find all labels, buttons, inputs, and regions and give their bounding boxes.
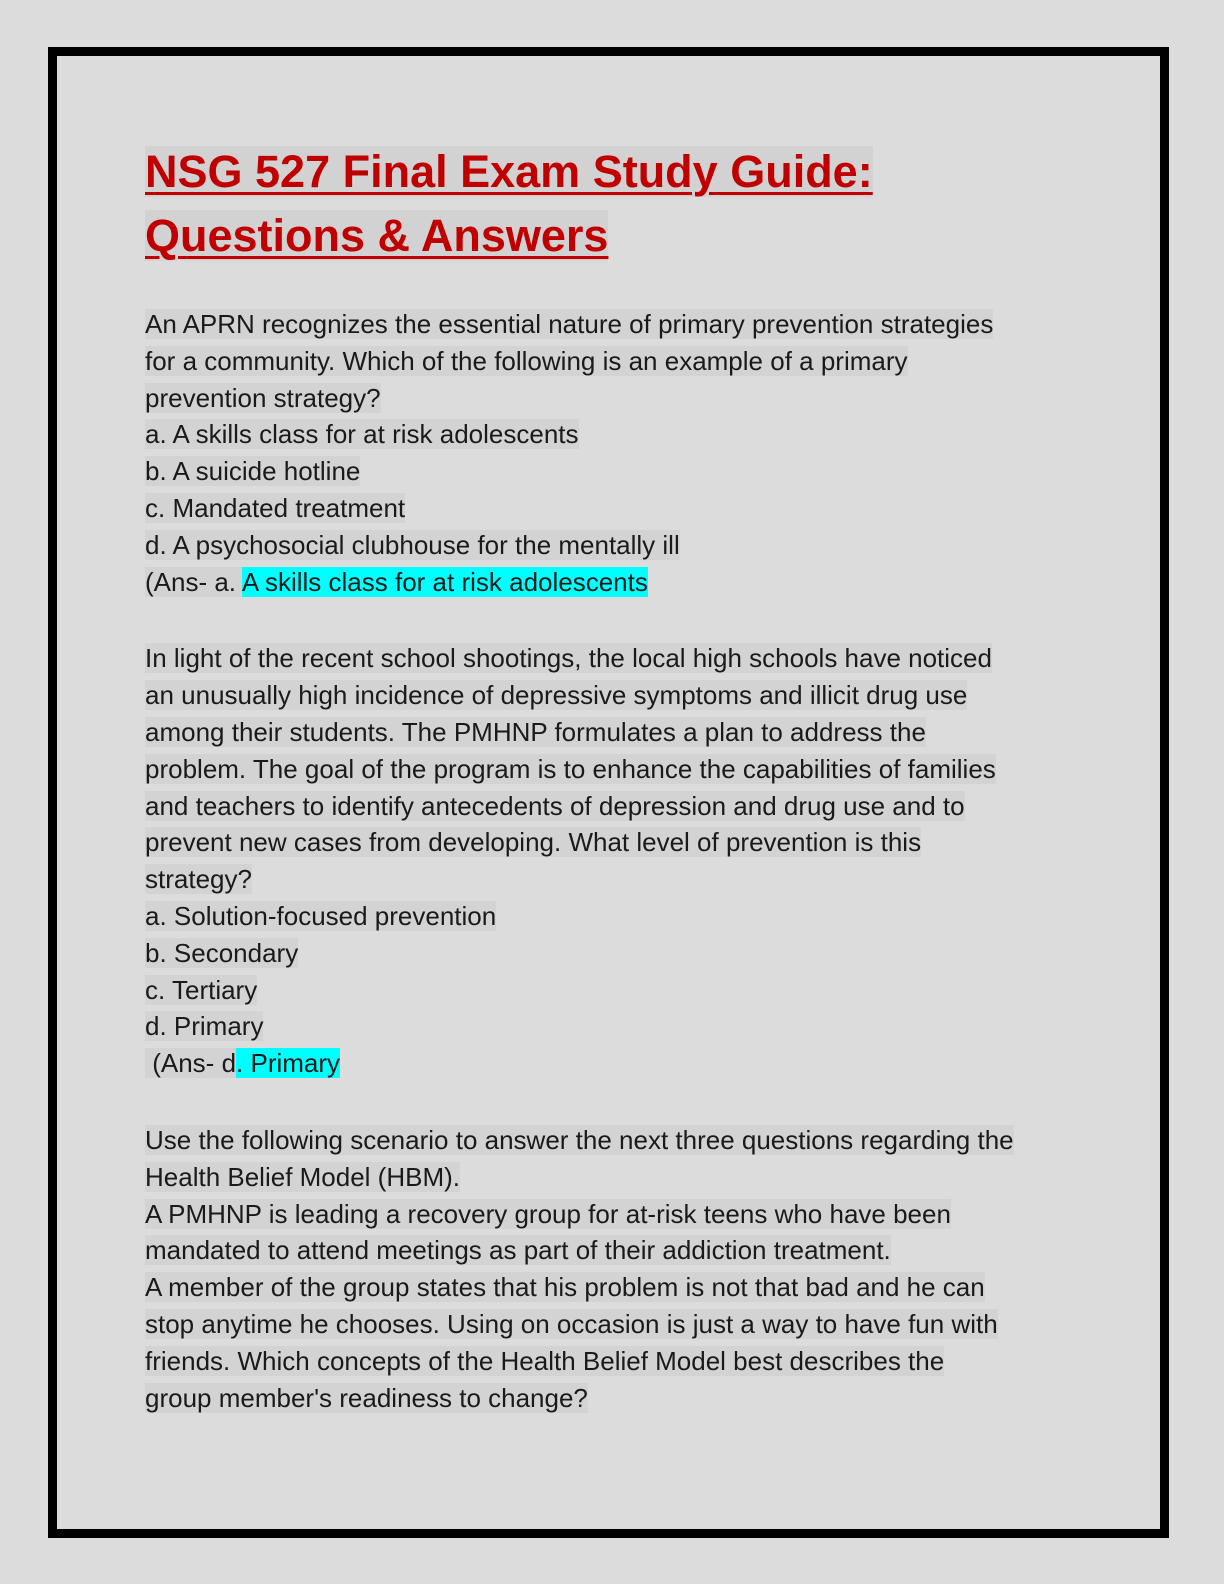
question-text-line: mandated to attend meetings as part of their addiction treatment. <box>145 1235 891 1266</box>
question-text-line: stop anytime he chooses. Using on occasion is just a way to have fun with <box>145 1308 998 1339</box>
answer-prefix: (Ans- a. <box>145 566 242 597</box>
question-text-line: Health Belief Model (HBM). <box>145 1161 460 1192</box>
option-a: a. Solution-focused prevention <box>145 900 497 931</box>
option-c: c. Mandated treatment <box>145 492 406 523</box>
document-body <box>145 140 1105 1416</box>
question-text-line: for a community. Which of the following is an example of a primary <box>145 345 908 376</box>
question-1 <box>145 306 1105 600</box>
question-text-line: friends. Which concepts of the Health Belief Model best describes the <box>145 1345 945 1376</box>
option-d: d. A psychosocial clubhouse for the mentally ill <box>145 529 680 560</box>
question-2 <box>145 640 1105 1082</box>
question-text-line: prevention strategy? <box>145 382 381 413</box>
question-text-line: group member's readiness to change? <box>145 1382 588 1413</box>
answer-line <box>145 1045 1105 1082</box>
question-text-line: An APRN recognizes the essential nature of primary prevention strategies <box>145 309 994 339</box>
answer-prefix: (Ans- d <box>145 1048 237 1079</box>
question-text-line: In light of the recent school shootings, the local high schools have noticed <box>145 643 992 674</box>
option-b: b. A suicide hotline <box>145 456 361 487</box>
title-line-2: Questions & Answers <box>145 210 609 261</box>
question-text-line: problem. The goal of the program is to enhance the capabilities of families <box>145 753 996 784</box>
question-text-line: strategy? <box>145 864 252 895</box>
question-text-line: and teachers to identify antecedents of depression and drug use and to <box>145 790 965 821</box>
title-line-1: NSG 527 Final Exam Study Guide: <box>145 146 873 197</box>
option-b: b. Secondary <box>145 937 299 968</box>
option-a: a. A skills class for at risk adolescents <box>145 419 579 450</box>
question-text-line: A member of the group states that his problem is not that bad and he can <box>145 1272 985 1303</box>
answer-highlight: A skills class for at risk adolescents <box>241 566 648 597</box>
question-text-line: Use the following scenario to answer the next three questions regarding the <box>145 1124 1014 1155</box>
option-d: d. Primary <box>145 1011 264 1042</box>
answer-highlight: . Primary <box>236 1048 341 1079</box>
question-text-line: A PMHNP is leading a recovery group for at-risk teens who have been <box>145 1198 951 1229</box>
option-c: c. Tertiary <box>145 974 258 1005</box>
question-text-line: an unusually high incidence of depressive symptoms and illicit drug use <box>145 680 968 711</box>
question-text-line: among their students. The PMHNP formulates a plan to address the <box>145 716 926 747</box>
answer-line <box>145 564 1105 601</box>
document-title <box>145 140 1105 268</box>
question-3 <box>145 1122 1105 1416</box>
question-text-line: prevent new cases from developing. What level of prevention is this <box>145 827 922 858</box>
